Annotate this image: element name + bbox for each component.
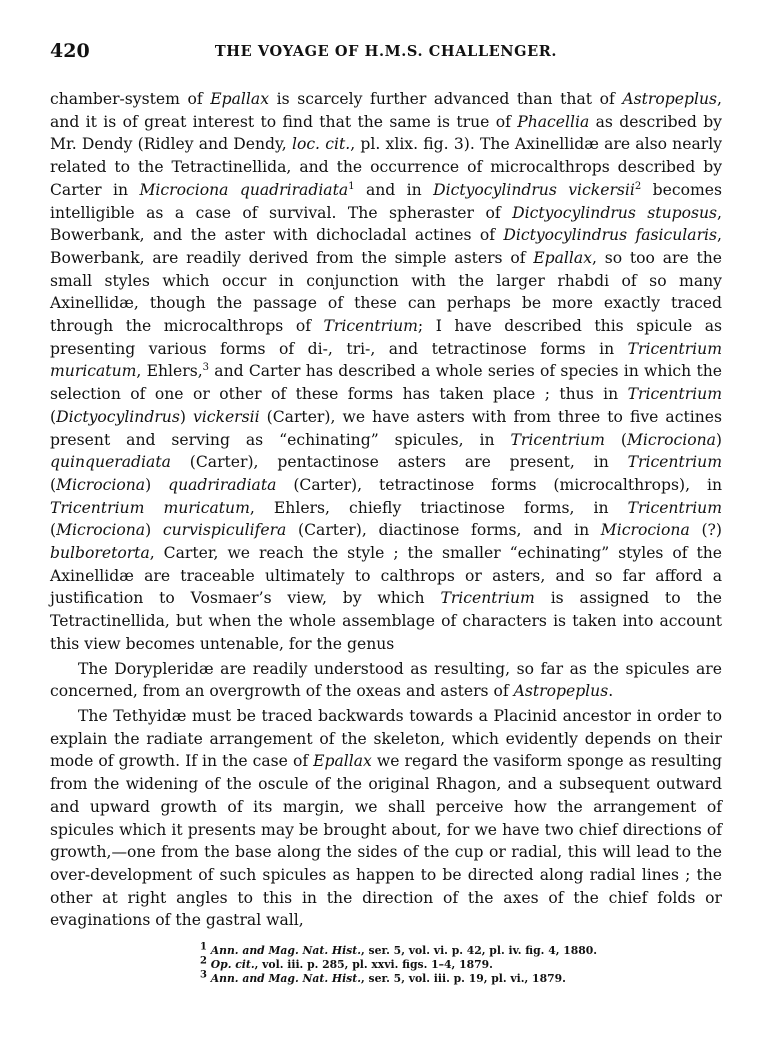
taxon-name: Tricentrium muricatum [50,339,722,381]
footnote-3: $^3$ Ann. and Mag. Nat. Hist., ser. 5, vol. iii. p. 19, pl. vi., 1879. [200,969,566,985]
footnote-ref-2[interactable]: 2 [634,180,642,192]
body-text [50,88,722,932]
taxon-name: bulboretorta [50,544,150,563]
taxon-name: vickersii [192,407,260,426]
citation-abbrev: loc. cit. [291,135,351,154]
taxon-name: Dictyocylindrus vickersii [433,180,635,199]
paragraph-1: chamber-system of Epallax is scarcely further advanced than that of Astropeplus, and it is of great interest to find that the same is true of Phacellia as described by Mr. Dendy (Ridley and Dendy, loc. cit., pl. xlix. fig. 3). The Axinellidæ are also nearly related to the Tetractinellida, and the occurrence of microcalthrops described by Carter in Microciona quadriradiata$^1$ and in Dictyocylindrus vickersii$^2$ becomes intelligible as a case of survival. The spheraster of Dictyocylindrus stuposus, Bowerbank, and the aster with dichocladal actines of Dictyocylindrus fasicularis, Bowerbank, are readily derived from the simple asters of Epallax, so too are the small styles which occur in conjunction with the larger rhabdi of so many Axinellidæ, though the passage of these can perhaps be more exactly traced through the microcalthrops of Tricentrium; I have described this spicule as presenting various forms of di-, tri-, and tetractinose forms in Tricentrium muricatum, Ehlers,$^3$ and Carter has described a whole series of species in which the selection of one or other of these forms has taken place ; thus in Tricentrium (Dictyocylindrus) vickersii (Carter), we have asters with from three to five actines present and serving as “echinating” spicules, in Tricentrium (Microciona) quinqueradiata (Carter), pentactinose asters are present, in Tricentrium (Microciona) quadriradiata (Carter), tetractinose forms (microcalthrops), in Tricentrium muricatum, Ehlers, chiefly triactinose forms, in Tricentrium (Microciona) curvispiculifera (Carter), diactinose forms, and in Microciona (?) bulboretorta, Carter, we reach the style ; the smaller “echinating” styles of the Axinellidæ are traceable ultimately to calthrops or asters, and so far afford a justification to Vosmaer’s view, by which Tricentrium is assigned to the Tetractinellida, but when the whole assemblage of characters is taken into account this view becomes untenable, for the genus [50,90,723,653]
footnote-ref-1[interactable]: 1 [348,180,355,192]
taxon-name: Tricentrium [323,317,418,336]
taxon-name: Microciona [56,521,146,540]
taxon-name: Astropeplus [622,90,718,108]
taxon-name: Tricentrium [627,498,723,517]
taxon-name: Dictyocylindrus fasicularis [503,226,718,245]
taxon-name: Tricentrium [510,430,605,449]
taxon-name: quinqueradiata [50,453,171,472]
page-number: 420 [50,40,90,62]
paragraph-2: The Dorypleridæ are readily understood as resulting, so far as the spicules are concerned, from an overgrowth of the oxeas and asters of Astropeplus. [50,659,722,701]
footnote-1: $^1$ Ann. and Mag. Nat. Hist., ser. 5, vol. vi. p. 42, pl. iv. fig. 4, 1880. [200,941,598,957]
taxon-name: Epallax [533,248,592,267]
taxon-name: Tricentrium [627,385,722,404]
taxon-name: quadriradiata [168,475,277,494]
page-header [50,40,722,70]
taxon-name: curvispiculifera [162,521,287,540]
taxon-name: Epallax [210,90,269,108]
taxon-name: Astropeplus [513,682,609,701]
taxon-name: Microciona [600,521,690,540]
taxon-name: Epallax [313,752,372,771]
footnotes [200,941,620,986]
footnote-ref-3[interactable]: 3 [202,362,210,374]
taxon-name: Phacellia [517,112,590,131]
paragraph-3: The Tethyidæ must be traced backwards towards a Placinid ancestor in order to explain the radiate arrangement of the skeleton, which evidently depends on their mode of growth. If in the case of Epallax we regard the vasiform sponge as resulting from the widening of the oscule of the original Rhagon, and a subsequent outward and upward growth of its margin, we shall perceive how the arrangement of spicules which it presents may be brought about, for we have two chief directions of growth,—one from the base along the sides of the cup or radial, this will lead to the over-development of such spicules as happen to be directed along radial lines ; the other at right angles to this in the direction of the axes of the chief folds or evaginations of the gastral wall, [50,706,722,930]
taxon-name: Tricentrium [440,589,535,608]
taxon-name: Microciona quadriradiata [139,180,349,199]
taxon-name: Tricentrium muricatum [50,498,250,517]
footnote-2: $^2$ Op. cit., vol. iii. p. 285, pl. xxvi. figs. 1–4, 1879. [200,955,493,971]
taxon-name: Tricentrium [627,453,722,472]
taxon-name: Microciona [626,430,716,449]
taxon-name: Dictyocylindrus [56,407,180,426]
taxon-name: Dictyocylindrus stuposus [512,203,718,222]
running-title: THE VOYAGE OF H.M.S. CHALLENGER. [214,43,558,60]
taxon-name: Microciona [56,475,146,494]
